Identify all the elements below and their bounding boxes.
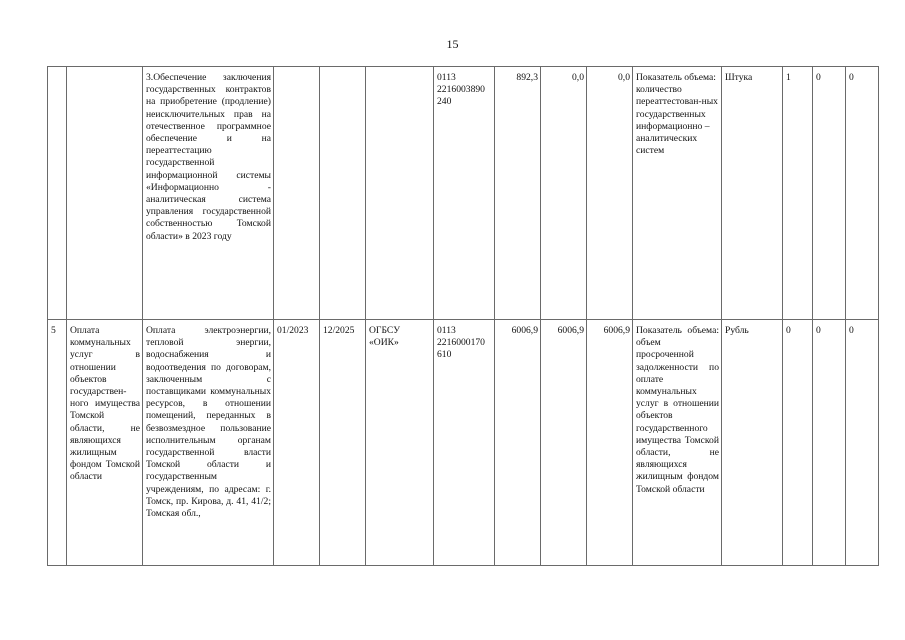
indicator-2025-cell: 0	[846, 320, 879, 566]
table-row	[48, 67, 879, 320]
measure-name-cell	[67, 67, 143, 320]
kbk-cell: 0113 2216003890 240	[434, 67, 495, 320]
activity-cell: Оплата электроэнергии, тепловой энергии, водоснабжения и водоотведения по договорам, заключенным с поставщиками коммунальных ресурсов, в отношении помещений, переданных в безвозмездное пользование исполнительным органам государственной власти Томской области и государственным учреждениям, по адресам: г. Томск, пр. Кирова, д. 41, 41/2; Томская обл.,	[143, 320, 274, 566]
program-table	[47, 66, 879, 566]
unit-cell: Штука	[722, 67, 783, 320]
page-number: 15	[446, 37, 459, 51]
indicator-2025-cell: 0	[846, 67, 879, 320]
executor-cell	[366, 67, 434, 320]
start-date-cell	[274, 67, 320, 320]
indicator-cell: Показатель объема: количество переаттестован-ных государственных информационно – аналитических систем	[633, 67, 722, 320]
activity-cell: 3.Обеспечение заключения государственных контрактов на приобретение (продление) неисключительных прав на отечественное программное обеспечение и на переаттестацию государственной информационной системы «Информационно - аналитическая система управления государственной собственностью Томской области» в 2023 году	[143, 67, 274, 320]
amount-2024-cell: 0,0	[541, 67, 587, 320]
amount-2023-cell: 6006,9	[495, 320, 541, 566]
amount-2025-cell: 0,0	[587, 67, 633, 320]
amount-2023-cell: 892,3	[495, 67, 541, 320]
row-number-cell	[48, 67, 67, 320]
amount-2024-cell: 6006,9	[541, 320, 587, 566]
indicator-2024-cell: 0	[813, 320, 846, 566]
kbk-cell: 0113 2216000170 610	[434, 320, 495, 566]
indicator-2024-cell: 0	[813, 67, 846, 320]
amount-2025-cell: 6006,9	[587, 320, 633, 566]
indicator-2023-cell: 0	[783, 320, 813, 566]
table-row	[48, 320, 879, 566]
indicator-2023-cell: 1	[783, 67, 813, 320]
indicator-cell: Показатель объема: объем просроченной задолженности по оплате коммунальных услуг в отношении объектов государственного имущества Томской области, не являющихся жилищным фондом Томской области	[633, 320, 722, 566]
end-date-cell: 12/2025	[320, 320, 366, 566]
row-number-cell: 5	[48, 320, 67, 566]
unit-cell: Рубль	[722, 320, 783, 566]
end-date-cell	[320, 67, 366, 320]
measure-name-cell: Оплата коммунальных услуг в отношении объектов государствен-ного имущества Томской области, не являющихся жилищным фондом Томской области	[67, 320, 143, 566]
executor-cell: ОГБСУ «ОИК»	[366, 320, 434, 566]
start-date-cell: 01/2023	[274, 320, 320, 566]
